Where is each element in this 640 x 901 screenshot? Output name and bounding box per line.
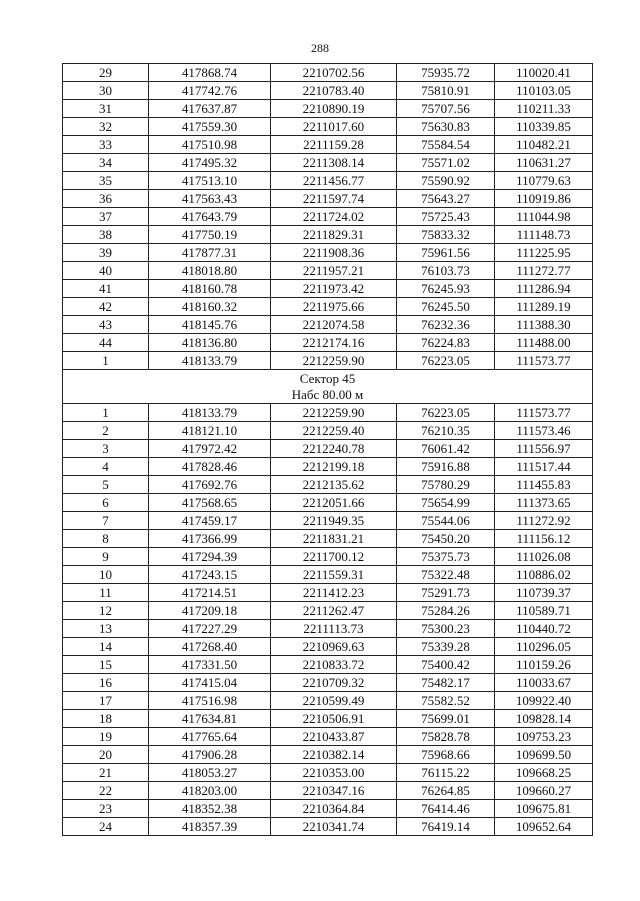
table-row — [63, 190, 593, 208]
x-coordinate-cell: 418133.79 — [149, 404, 271, 422]
table-row — [63, 494, 593, 512]
x-local-cell: 76245.93 — [397, 280, 495, 298]
y-coordinate-cell: 2210364.84 — [271, 800, 397, 818]
table-row — [63, 82, 593, 100]
x-local-cell: 76419.14 — [397, 818, 495, 836]
x-coordinate-cell: 417742.76 — [149, 82, 271, 100]
x-coordinate-cell: 417559.30 — [149, 118, 271, 136]
x-coordinate-cell: 417516.98 — [149, 692, 271, 710]
y-coordinate-cell: 2210433.87 — [271, 728, 397, 746]
table-row — [63, 298, 593, 316]
x-coordinate-cell: 417495.32 — [149, 154, 271, 172]
x-coordinate-cell: 417513.10 — [149, 172, 271, 190]
table-row — [63, 800, 593, 818]
x-coordinate-cell: 418121.10 — [149, 422, 271, 440]
y-coordinate-cell: 2211700.12 — [271, 548, 397, 566]
point-number-cell: 20 — [63, 746, 149, 764]
y-coordinate-cell: 2211017.60 — [271, 118, 397, 136]
point-number-cell: 9 — [63, 548, 149, 566]
y-coordinate-cell: 2210382.14 — [271, 746, 397, 764]
y-coordinate-cell: 2212051.66 — [271, 494, 397, 512]
point-number-cell: 41 — [63, 280, 149, 298]
point-number-cell: 21 — [63, 764, 149, 782]
table-row — [63, 728, 593, 746]
point-number-cell: 42 — [63, 298, 149, 316]
point-number-cell: 13 — [63, 620, 149, 638]
x-local-cell: 75322.48 — [397, 566, 495, 584]
y-coordinate-cell: 2212174.16 — [271, 334, 397, 352]
y-coordinate-cell: 2211412.23 — [271, 584, 397, 602]
y-local-cell: 109753.23 — [495, 728, 593, 746]
point-number-cell: 36 — [63, 190, 149, 208]
y-local-cell: 109828.14 — [495, 710, 593, 728]
point-number-cell: 2 — [63, 422, 149, 440]
x-coordinate-cell: 418053.27 — [149, 764, 271, 782]
x-coordinate-cell: 418203.00 — [149, 782, 271, 800]
point-number-cell: 4 — [63, 458, 149, 476]
x-coordinate-cell: 417510.98 — [149, 136, 271, 154]
x-coordinate-cell: 417750.19 — [149, 226, 271, 244]
sector-height-label: Набс 80.00 м — [291, 386, 364, 402]
y-coordinate-cell: 2211456.77 — [271, 172, 397, 190]
table-row — [63, 208, 593, 226]
x-coordinate-cell: 417331.50 — [149, 656, 271, 674]
x-local-cell: 75400.42 — [397, 656, 495, 674]
y-coordinate-cell: 2211308.14 — [271, 154, 397, 172]
table-row — [63, 710, 593, 728]
y-local-cell: 110739.37 — [495, 584, 593, 602]
x-coordinate-cell: 417243.15 — [149, 566, 271, 584]
x-local-cell: 75725.43 — [397, 208, 495, 226]
x-coordinate-cell: 418133.79 — [149, 352, 271, 370]
table-row — [63, 584, 593, 602]
table-body-upper — [63, 64, 593, 370]
x-local-cell: 76264.85 — [397, 782, 495, 800]
y-coordinate-cell: 2212135.62 — [271, 476, 397, 494]
point-number-cell: 1 — [63, 404, 149, 422]
y-local-cell: 111289.19 — [495, 298, 593, 316]
y-local-cell: 110211.33 — [495, 100, 593, 118]
x-coordinate-cell: 418136.80 — [149, 334, 271, 352]
table-row — [63, 136, 593, 154]
y-coordinate-cell: 2211262.47 — [271, 602, 397, 620]
table-row — [63, 602, 593, 620]
y-coordinate-cell: 2210341.74 — [271, 818, 397, 836]
x-coordinate-cell: 417214.51 — [149, 584, 271, 602]
x-local-cell: 76223.05 — [397, 352, 495, 370]
y-coordinate-cell: 2212199.18 — [271, 458, 397, 476]
table-body-lower — [63, 404, 593, 836]
x-local-cell: 75707.56 — [397, 100, 495, 118]
x-local-cell: 75699.01 — [397, 710, 495, 728]
y-coordinate-cell: 2212259.90 — [271, 352, 397, 370]
point-number-cell: 40 — [63, 262, 149, 280]
y-local-cell: 111517.44 — [495, 458, 593, 476]
point-number-cell: 17 — [63, 692, 149, 710]
y-local-cell: 111455.83 — [495, 476, 593, 494]
x-local-cell: 75590.92 — [397, 172, 495, 190]
sector-header-row — [63, 370, 593, 404]
table-row — [63, 440, 593, 458]
point-number-cell: 31 — [63, 100, 149, 118]
table-row — [63, 692, 593, 710]
x-local-cell: 75544.06 — [397, 512, 495, 530]
y-local-cell: 109922.40 — [495, 692, 593, 710]
x-local-cell: 75810.91 — [397, 82, 495, 100]
point-number-cell: 33 — [63, 136, 149, 154]
y-coordinate-cell: 2211831.21 — [271, 530, 397, 548]
point-number-cell: 32 — [63, 118, 149, 136]
y-local-cell: 111373.65 — [495, 494, 593, 512]
y-local-cell: 110919.86 — [495, 190, 593, 208]
y-coordinate-cell: 2212259.40 — [271, 422, 397, 440]
point-number-cell: 11 — [63, 584, 149, 602]
table-row — [63, 154, 593, 172]
page-number: 288 — [311, 41, 329, 55]
x-local-cell: 75482.17 — [397, 674, 495, 692]
x-coordinate-cell: 417568.65 — [149, 494, 271, 512]
y-local-cell: 111156.12 — [495, 530, 593, 548]
table-row — [63, 746, 593, 764]
x-local-cell: 75961.56 — [397, 244, 495, 262]
y-coordinate-cell: 2211975.66 — [271, 298, 397, 316]
y-local-cell: 110886.02 — [495, 566, 593, 584]
x-coordinate-cell: 417868.74 — [149, 64, 271, 82]
x-coordinate-cell: 417972.42 — [149, 440, 271, 458]
x-coordinate-cell: 417634.81 — [149, 710, 271, 728]
y-coordinate-cell: 2212259.90 — [271, 404, 397, 422]
point-number-cell: 30 — [63, 82, 149, 100]
x-local-cell: 76232.36 — [397, 316, 495, 334]
table-row — [63, 172, 593, 190]
x-coordinate-cell: 417459.17 — [149, 512, 271, 530]
table-row — [63, 818, 593, 836]
y-coordinate-cell: 2210599.49 — [271, 692, 397, 710]
table-row — [63, 530, 593, 548]
y-coordinate-cell: 2210353.00 — [271, 764, 397, 782]
y-local-cell: 111272.92 — [495, 512, 593, 530]
x-local-cell: 75935.72 — [397, 64, 495, 82]
y-local-cell: 109699.50 — [495, 746, 593, 764]
y-local-cell: 111573.77 — [495, 404, 593, 422]
y-local-cell: 110020.41 — [495, 64, 593, 82]
x-local-cell: 75375.73 — [397, 548, 495, 566]
table-row — [63, 100, 593, 118]
y-local-cell: 111225.95 — [495, 244, 593, 262]
point-number-cell: 15 — [63, 656, 149, 674]
x-local-cell: 75300.23 — [397, 620, 495, 638]
y-coordinate-cell: 2211973.42 — [271, 280, 397, 298]
x-local-cell: 76061.42 — [397, 440, 495, 458]
y-coordinate-cell: 2210969.63 — [271, 638, 397, 656]
y-local-cell: 111488.00 — [495, 334, 593, 352]
point-number-cell: 37 — [63, 208, 149, 226]
y-coordinate-cell: 2212240.78 — [271, 440, 397, 458]
x-coordinate-cell: 417643.79 — [149, 208, 271, 226]
point-number-cell: 3 — [63, 440, 149, 458]
point-number-cell: 22 — [63, 782, 149, 800]
y-coordinate-cell: 2211559.31 — [271, 566, 397, 584]
x-coordinate-cell: 417366.99 — [149, 530, 271, 548]
point-number-cell: 24 — [63, 818, 149, 836]
x-local-cell: 75339.28 — [397, 638, 495, 656]
table-row — [63, 764, 593, 782]
x-local-cell: 75291.73 — [397, 584, 495, 602]
y-local-cell: 110589.71 — [495, 602, 593, 620]
y-local-cell: 111272.77 — [495, 262, 593, 280]
x-local-cell: 76115.22 — [397, 764, 495, 782]
point-number-cell: 39 — [63, 244, 149, 262]
x-coordinate-cell: 418357.39 — [149, 818, 271, 836]
x-coordinate-cell: 418160.32 — [149, 298, 271, 316]
x-coordinate-cell: 418018.80 — [149, 262, 271, 280]
x-local-cell: 75828.78 — [397, 728, 495, 746]
sector-section — [63, 370, 593, 404]
x-coordinate-cell: 417877.31 — [149, 244, 271, 262]
y-coordinate-cell: 2210783.40 — [271, 82, 397, 100]
y-coordinate-cell: 2211597.74 — [271, 190, 397, 208]
table-row — [63, 316, 593, 334]
y-local-cell: 110033.67 — [495, 674, 593, 692]
point-number-cell: 1 — [63, 352, 149, 370]
x-coordinate-cell: 417906.28 — [149, 746, 271, 764]
y-coordinate-cell: 2210702.56 — [271, 64, 397, 82]
point-number-cell: 34 — [63, 154, 149, 172]
x-local-cell: 75780.29 — [397, 476, 495, 494]
x-local-cell: 75916.88 — [397, 458, 495, 476]
table-row — [63, 404, 593, 422]
x-local-cell: 75571.02 — [397, 154, 495, 172]
table-row — [63, 674, 593, 692]
y-local-cell: 109652.64 — [495, 818, 593, 836]
table-row — [63, 548, 593, 566]
point-number-cell: 35 — [63, 172, 149, 190]
y-coordinate-cell: 2210347.16 — [271, 782, 397, 800]
x-local-cell: 76414.46 — [397, 800, 495, 818]
y-coordinate-cell: 2212074.58 — [271, 316, 397, 334]
y-coordinate-cell: 2211829.31 — [271, 226, 397, 244]
x-coordinate-cell: 417294.39 — [149, 548, 271, 566]
x-local-cell: 75833.32 — [397, 226, 495, 244]
table-row — [63, 566, 593, 584]
table-row — [63, 476, 593, 494]
y-coordinate-cell: 2211949.35 — [271, 512, 397, 530]
x-local-cell: 75968.66 — [397, 746, 495, 764]
table-row — [63, 458, 593, 476]
y-local-cell: 111573.46 — [495, 422, 593, 440]
sector-title: Сектор 45 — [299, 370, 356, 386]
table-row — [63, 638, 593, 656]
x-coordinate-cell: 418145.76 — [149, 316, 271, 334]
y-local-cell: 111148.73 — [495, 226, 593, 244]
y-coordinate-cell: 2210709.32 — [271, 674, 397, 692]
x-local-cell: 75450.20 — [397, 530, 495, 548]
x-coordinate-cell: 417209.18 — [149, 602, 271, 620]
x-coordinate-cell: 417268.40 — [149, 638, 271, 656]
x-local-cell: 75584.54 — [397, 136, 495, 154]
point-number-cell: 16 — [63, 674, 149, 692]
y-coordinate-cell: 2211159.28 — [271, 136, 397, 154]
y-local-cell: 110159.26 — [495, 656, 593, 674]
x-local-cell: 76245.50 — [397, 298, 495, 316]
y-coordinate-cell: 2211113.73 — [271, 620, 397, 638]
point-number-cell: 7 — [63, 512, 149, 530]
x-local-cell: 76223.05 — [397, 404, 495, 422]
x-coordinate-cell: 417415.04 — [149, 674, 271, 692]
y-local-cell: 111388.30 — [495, 316, 593, 334]
y-local-cell: 109675.81 — [495, 800, 593, 818]
y-local-cell: 110339.85 — [495, 118, 593, 136]
table-row — [63, 244, 593, 262]
table-row — [63, 782, 593, 800]
point-number-cell: 14 — [63, 638, 149, 656]
y-coordinate-cell: 2210833.72 — [271, 656, 397, 674]
x-coordinate-cell: 417828.46 — [149, 458, 271, 476]
x-coordinate-cell: 417637.87 — [149, 100, 271, 118]
y-local-cell: 111286.94 — [495, 280, 593, 298]
x-local-cell: 76210.35 — [397, 422, 495, 440]
table-row — [63, 656, 593, 674]
table-row — [63, 422, 593, 440]
point-number-cell: 38 — [63, 226, 149, 244]
y-local-cell: 110440.72 — [495, 620, 593, 638]
y-local-cell: 110631.27 — [495, 154, 593, 172]
table-row — [63, 334, 593, 352]
point-number-cell: 44 — [63, 334, 149, 352]
y-coordinate-cell: 2211957.21 — [271, 262, 397, 280]
point-number-cell: 23 — [63, 800, 149, 818]
y-local-cell: 111556.97 — [495, 440, 593, 458]
table-row — [63, 262, 593, 280]
point-number-cell: 19 — [63, 728, 149, 746]
y-local-cell: 109668.25 — [495, 764, 593, 782]
point-number-cell: 43 — [63, 316, 149, 334]
x-local-cell: 75630.83 — [397, 118, 495, 136]
x-local-cell: 76103.73 — [397, 262, 495, 280]
x-local-cell: 75643.27 — [397, 190, 495, 208]
y-local-cell: 109660.27 — [495, 782, 593, 800]
y-local-cell: 111573.77 — [495, 352, 593, 370]
x-local-cell: 75654.99 — [397, 494, 495, 512]
y-local-cell: 110103.05 — [495, 82, 593, 100]
coordinates-table — [62, 63, 593, 836]
y-local-cell: 111044.98 — [495, 208, 593, 226]
table-row — [63, 512, 593, 530]
x-coordinate-cell: 417692.76 — [149, 476, 271, 494]
point-number-cell: 10 — [63, 566, 149, 584]
x-coordinate-cell: 417765.64 — [149, 728, 271, 746]
point-number-cell: 18 — [63, 710, 149, 728]
point-number-cell: 29 — [63, 64, 149, 82]
y-local-cell: 110296.05 — [495, 638, 593, 656]
y-coordinate-cell: 2210506.91 — [271, 710, 397, 728]
x-coordinate-cell: 418160.78 — [149, 280, 271, 298]
point-number-cell: 12 — [63, 602, 149, 620]
table-row — [63, 280, 593, 298]
point-number-cell: 5 — [63, 476, 149, 494]
x-local-cell: 75284.26 — [397, 602, 495, 620]
point-number-cell: 8 — [63, 530, 149, 548]
table-row — [63, 620, 593, 638]
y-coordinate-cell: 2211908.36 — [271, 244, 397, 262]
x-local-cell: 75582.52 — [397, 692, 495, 710]
table-row — [63, 64, 593, 82]
x-coordinate-cell: 417563.43 — [149, 190, 271, 208]
y-local-cell: 111026.08 — [495, 548, 593, 566]
table-row — [63, 352, 593, 370]
y-local-cell: 110482.21 — [495, 136, 593, 154]
y-coordinate-cell: 2210890.19 — [271, 100, 397, 118]
y-local-cell: 110779.63 — [495, 172, 593, 190]
table-row — [63, 118, 593, 136]
point-number-cell: 6 — [63, 494, 149, 512]
table-row — [63, 226, 593, 244]
x-local-cell: 76224.83 — [397, 334, 495, 352]
x-coordinate-cell: 417227.29 — [149, 620, 271, 638]
x-coordinate-cell: 418352.38 — [149, 800, 271, 818]
sector-header-cell — [63, 370, 593, 404]
y-coordinate-cell: 2211724.02 — [271, 208, 397, 226]
